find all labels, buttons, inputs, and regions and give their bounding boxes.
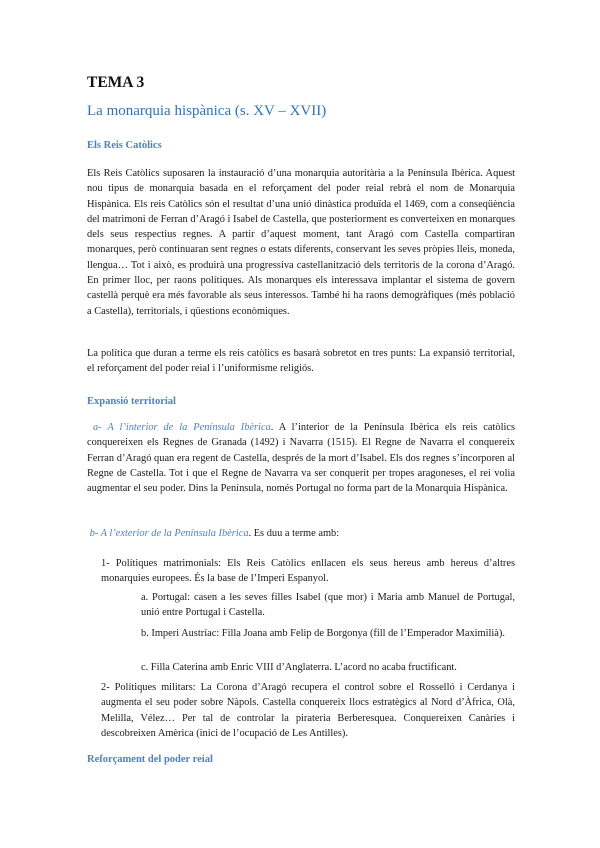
page-title: La monarquia hispànica (s. XV – XVII) [87, 103, 327, 119]
section-heading-reforcament: Reforçament del poder reial [87, 754, 213, 765]
section-heading-reis-catolics: Els Reis Catòlics [87, 140, 162, 151]
section-heading-expansio: Expansió territorial [87, 396, 176, 407]
list-item-matrimonials: 1- Polítiques matrimonials: Els Reis Catòlics enllacen els seus hereus amb hereus d’altres monarquies europees. És la base de l’Imperi Espanyol. [101, 558, 515, 585]
interior-label: a- A l’interior de la Península Ibèrica [92, 422, 271, 433]
exterior-text: . Es duu a terme amb: [248, 528, 340, 539]
list-item-militars: 2- Polítiques militars: La Corona d’Aragó recupera el control sobre el Rosselló i Cerdanya i augmenta el seu poder sobre Nàpols. Castella conquereix llocs estratègics al Nord d’Àfrica, Olà, Melilla, Vélez… Per tal de controlar la pirateria Berberesquea. Conquereixen Canàries i descobreixen Amèrica (inici de l’ocupació de Les Antilles). [101, 682, 515, 739]
paragraph-interior [87, 420, 515, 496]
interior-text: . A l’interior de la Península Ibèrica els reis catòlics conquereixen els Regnes de Granada (1492) i Navarra (1515). El Regne de Navarra el conquereix Ferran d’Aragó quan era regent de Castella, després de la mort d’Isabel. Els dos regnes s’incorporen al Regne de Castella. Tot i que el Regne de Navarra va ser conquerit per tropes aragoneses, el rei volia augmentar el seu poder. Dins la Península, només Portugal no forma part de la Monarquia Hispànica. [87, 422, 516, 495]
paragraph-politica: La política que duran a terme els reis catòlics es basarà sobretot en tres punts: La expansió territorial, el reforçament del poder reial i l’uniformisme religiós. [87, 348, 515, 375]
exterior-label: b- A l’exterior de la Península Ibèrica [89, 528, 249, 539]
list-item-imperi: b. Imperi Austríac: Filla Joana amb Felip de Borgonya (fill de l’Emperador Maximilià). [141, 628, 505, 639]
list-item-caterina: c. Filla Caterina amb Enric VIII d’Anglaterra. L’acord no acaba fructificant. [141, 662, 457, 673]
paragraph-exterior [87, 526, 515, 541]
paragraph-intro: Els Reis Catòlics suposaren la instauració d’una monarquia autoritària a la Península Ibèrica. Aquest nou tipus de monarquia basada en el reforçament del poder reial rebrà el nom de Monarquia Hispànica. Els reis Catòlics són el resultat d’una unió dinàstica produïda el 1469, com a conseqüència del matrimoni de Ferran d’Aragó i Isabel de Castella, que posteriorment es converteixen en monarques dels seus respectius regnes. A partir d’aquest moment, tant Aragó com Castella compartiran monarques, però continuaran sent regnes o estats diferents, conservant les seves pròpies lleis, moneda, llengua… Tot i això, es produirà una progressiva castellanització dels territoris de la corona d’Aragó. En primer lloc, per raons polítiques. Als monarques els interessava implantar el sistema de govern castellà perquè era més favorable als seus interessos. També hi ha raons demogràfiques (més població a Castella), territorials, i qüestions econòmiques. [87, 168, 515, 317]
topic-heading: TEMA 3 [87, 74, 145, 91]
list-item-portugal: a. Portugal: casen a les seves filles Isabel (que mor) i Maria amb Manuel de Portugal, unió entre Portugal i Castella. [141, 592, 515, 619]
